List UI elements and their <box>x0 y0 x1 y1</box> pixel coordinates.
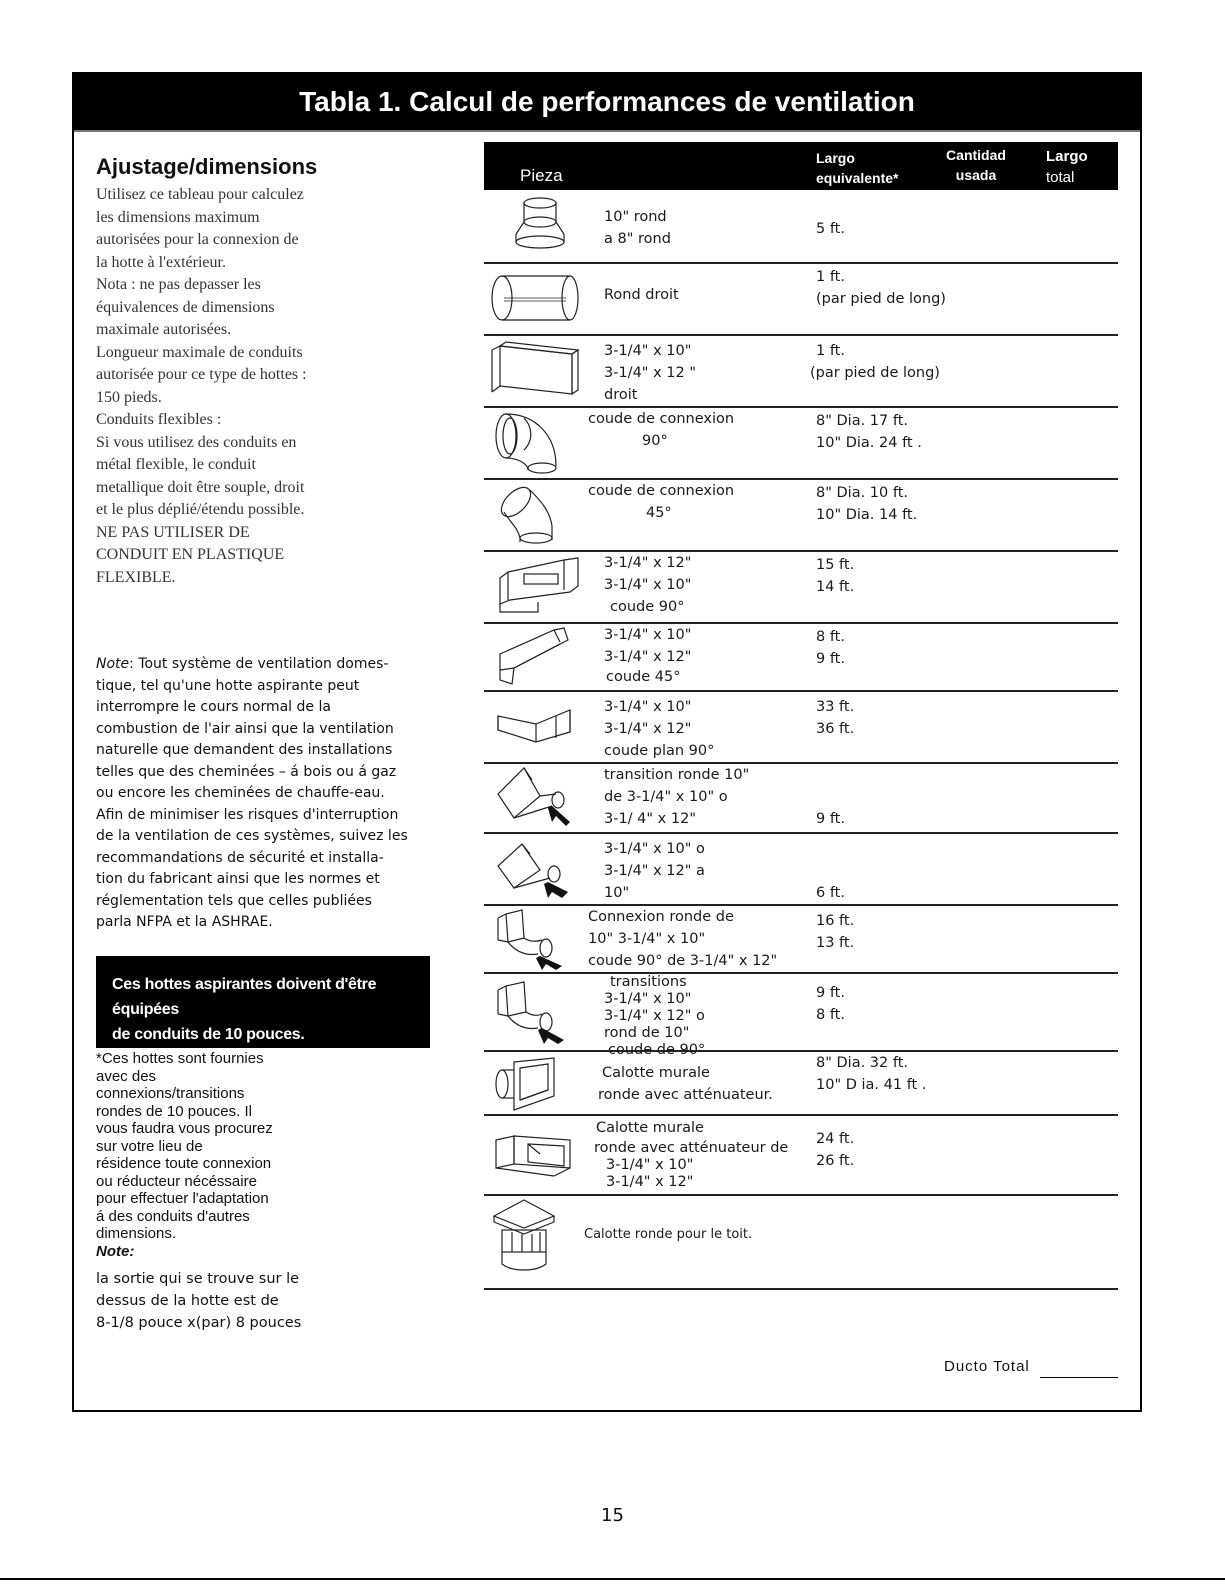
row-equivalent-length: 33 ft. 36 ft. <box>816 699 855 737</box>
callout-line: de conduits de 10 pouces. <box>112 1026 305 1043</box>
footnote-line: résidence toute connexion <box>96 1155 272 1172</box>
ducto-total-field[interactable] <box>1040 1377 1118 1378</box>
outlet-size-note <box>96 1268 396 1334</box>
footnote-line: connexions/transitions <box>96 1085 245 1102</box>
row-description: 10" rond a 8" rond <box>604 209 671 247</box>
instruction-line: la hotte à l'extérieur. <box>96 253 226 271</box>
safety-note <box>96 654 426 934</box>
row-description: 3-1/4" x 12" 3-1/4" x 10" coude 90° <box>604 555 692 615</box>
note-line: de la ventilation de ces systèmes, suivez les <box>96 828 408 844</box>
row-equivalent-length: 6 ft. <box>816 885 845 901</box>
row-description: Rond droit <box>604 287 679 303</box>
row-equivalent-length: 9 ft. <box>816 811 845 827</box>
section-heading: Ajustage/dimensions <box>96 154 318 179</box>
warning-line: CONDUIT EN PLASTIQUE <box>96 546 285 563</box>
row-equivalent-length: 9 ft. 8 ft. <box>816 985 845 1023</box>
note-line: Note: Tout système de ventilation domes- <box>96 656 389 672</box>
instruction-line: metallique doit être souple, droit <box>96 478 305 496</box>
footnote-line: pour effectuer l'adaptation <box>96 1190 269 1207</box>
footnote-line: *Ces hottes sont fournies <box>96 1050 264 1067</box>
warning-line: NE PAS UTILISER DE <box>96 523 250 541</box>
wall-cap-rect-icon <box>494 1134 574 1184</box>
row-description: Connexion ronde de 10" 3-1/4" x 10" coude 90° de 3-1/4" x 12" <box>588 909 778 969</box>
round-straight-duct-icon <box>490 270 580 326</box>
note-line: réglementation tels que celles publiées <box>96 892 372 909</box>
duct-size-callout <box>96 956 430 1048</box>
note-line: ou encore les cheminées de chauffe-eau. <box>96 785 385 801</box>
table-row <box>484 1116 1118 1196</box>
round-transition-icon <box>496 766 580 830</box>
transition-to-round-icon <box>496 840 580 904</box>
footnote-line: dimensions. <box>96 1225 177 1242</box>
note-label: Note <box>96 656 130 672</box>
instructions-text <box>96 184 426 589</box>
roof-cap-icon <box>492 1198 558 1274</box>
row-description: 3-1/4" x 10" 3-1/4" x 12" coude 45° <box>604 627 692 685</box>
footnote-line: sur votre lieu de <box>96 1137 203 1155</box>
page-title: Tabla 1. Calcul de performances de ventilation <box>74 74 1140 130</box>
note-line: naturelle que demandent des installations <box>96 742 393 758</box>
instruction-line: autorisées pour la connexion de <box>96 231 299 248</box>
round-elbow-45-icon <box>496 482 566 548</box>
title-divider <box>74 130 1140 132</box>
table-row <box>484 834 1118 906</box>
elbow-transition-icon <box>496 980 580 1046</box>
table-row <box>484 624 1118 692</box>
table-row <box>484 974 1118 1058</box>
note-line: interrompre le cours normal de la <box>96 699 331 715</box>
instruction-line: les dimensions maximum <box>96 208 260 226</box>
instruction-line: Conduits flexibles : <box>96 411 222 428</box>
instruction-line: et le plus déplié/étendu possible. <box>96 501 305 518</box>
footnote-line: á des conduits d'autres <box>96 1207 250 1225</box>
table-row <box>484 764 1118 834</box>
row-description: Calotte murale ronde avec atténuateur de 3-1/4" x 10" 3-1/4" x 12" <box>594 1120 789 1190</box>
row-equivalent-length: 1 ft. (par pied de long) <box>810 343 940 381</box>
note-line: Afin de minimiser les risques d'interruption <box>96 806 399 823</box>
table-row <box>484 192 1118 264</box>
note-line: combustion de l'air ainsi que la ventilation <box>96 720 394 737</box>
row-description: Calotte murale ronde avec atténuateur. <box>598 1065 773 1103</box>
page-number: 15 <box>601 1505 624 1526</box>
ducto-total-label: Ducto Total <box>944 1358 1030 1375</box>
column-header-total-length: Largo total <box>1046 148 1088 186</box>
instruction-line: équivalences de dimensions <box>96 298 275 316</box>
footnote-line: vous faudra vous procurez <box>96 1120 273 1137</box>
row-description: transitions 3-1/4" x 10" 3-1/4" x 12" o rond de 10" coude de 90° <box>604 974 706 1058</box>
row-equivalent-length: 1 ft. (par pied de long) <box>816 269 946 307</box>
footnote-line: ou réducteur nécéssaire <box>96 1172 257 1190</box>
row-equivalent-length: 8 ft. 9 ft. <box>816 629 845 667</box>
footnote <box>96 1050 396 1260</box>
instruction-line: Si vous utilisez des conduits en <box>96 433 297 451</box>
row-description: 3-1/4" x 10" 3-1/4" x 12 " droit <box>604 343 696 403</box>
instruction-line: métal flexible, le conduit <box>96 456 256 473</box>
row-description: transition ronde 10" de 3-1/4" x 10" o 3-1/ 4" x 12" <box>604 767 750 827</box>
page-frame <box>72 72 1142 1412</box>
table-row <box>484 480 1118 552</box>
row-description: 3-1/4" x 10" o 3-1/4" x 12" a 10" <box>604 841 705 901</box>
row-equivalent-length: 8" Dia. 10 ft. 10" Dia. 14 ft. <box>816 485 918 523</box>
outlet-line: la sortie qui se trouve sur le <box>96 1271 300 1287</box>
table-row <box>484 906 1118 974</box>
row-equivalent-length: 8" Dia. 32 ft. 10" D ia. 41 ft . <box>816 1055 927 1093</box>
flat-elbow-90-icon <box>496 702 574 746</box>
instruction-line: maximale autorisées. <box>96 321 232 338</box>
outlet-line: 8-1/8 pouce x(par) 8 pouces <box>96 1315 302 1331</box>
rect-elbow-45-icon <box>498 626 582 686</box>
round-elbow-connection-icon <box>496 908 580 972</box>
table-row <box>484 336 1118 408</box>
instruction-line: Utilisez ce tableau pour calculez <box>96 186 304 203</box>
note-line: telles que des cheminées – á bois ou á gaz <box>96 763 397 780</box>
row-description: 3-1/4" x 10" 3-1/4" x 12" coude plan 90° <box>604 699 715 759</box>
note-line: tique, tel qu'une hotte aspirante peut <box>96 677 360 694</box>
bottom-divider <box>0 1578 1225 1580</box>
row-equivalent-length: 15 ft. 14 ft. <box>816 557 855 595</box>
round-reducer-icon <box>512 196 568 252</box>
note-line: tion du fabricant ainsi que les normes et <box>96 871 380 887</box>
table-header <box>484 142 1118 190</box>
rect-straight-duct-icon <box>492 340 582 404</box>
row-description: coude de connexion 90° <box>588 411 735 449</box>
footnote-line: avec des <box>96 1067 157 1085</box>
column-header-equivalent-length: Largo equivalente* <box>816 150 899 186</box>
footnote-note-label: Note: <box>96 1242 135 1260</box>
fitting-dimensions-section <box>96 154 426 589</box>
column-header-quantity: Cantidad usada <box>946 147 1006 183</box>
warning-line: FLEXIBLE. <box>96 568 176 586</box>
row-equivalent-length: 16 ft. 13 ft. <box>816 913 855 951</box>
instruction-line: Nota : ne pas depasser les <box>96 276 261 293</box>
table-row <box>484 552 1118 624</box>
row-equivalent-length: 24 ft. 26 ft. <box>816 1131 855 1169</box>
row-equivalent-length: 8" Dia. 17 ft. 10" Dia. 24 ft . <box>816 413 922 451</box>
callout-line: Ces hottes aspirantes doivent d'être équipées <box>112 976 377 1018</box>
table-row <box>484 264 1118 336</box>
table-row <box>484 1196 1118 1290</box>
rect-elbow-90-icon <box>498 556 582 616</box>
instruction-line: Longueur maximale de conduits <box>96 343 303 361</box>
column-header-pieza: Pieza <box>520 166 563 185</box>
row-equivalent-length: 5 ft. <box>816 221 845 237</box>
note-line: recommandations de sécurité et installa- <box>96 849 384 866</box>
footnote-line: rondes de 10 pouces. Il <box>96 1102 252 1120</box>
round-elbow-90-icon <box>494 410 566 476</box>
instruction-line: autorisée pour ce type de hottes : <box>96 366 307 383</box>
outlet-line: dessus de la hotte est de <box>96 1293 279 1309</box>
table-row <box>484 408 1118 480</box>
table-row <box>484 692 1118 764</box>
wall-cap-round-icon <box>494 1056 564 1112</box>
row-description: coude de connexion 45° <box>588 483 735 521</box>
note-line: parla NFPA et la ASHRAE. <box>96 914 273 930</box>
row-description: Calotte ronde pour le toit. <box>584 1227 753 1242</box>
table-row <box>484 1052 1118 1116</box>
instruction-line: 150 pieds. <box>96 388 162 406</box>
